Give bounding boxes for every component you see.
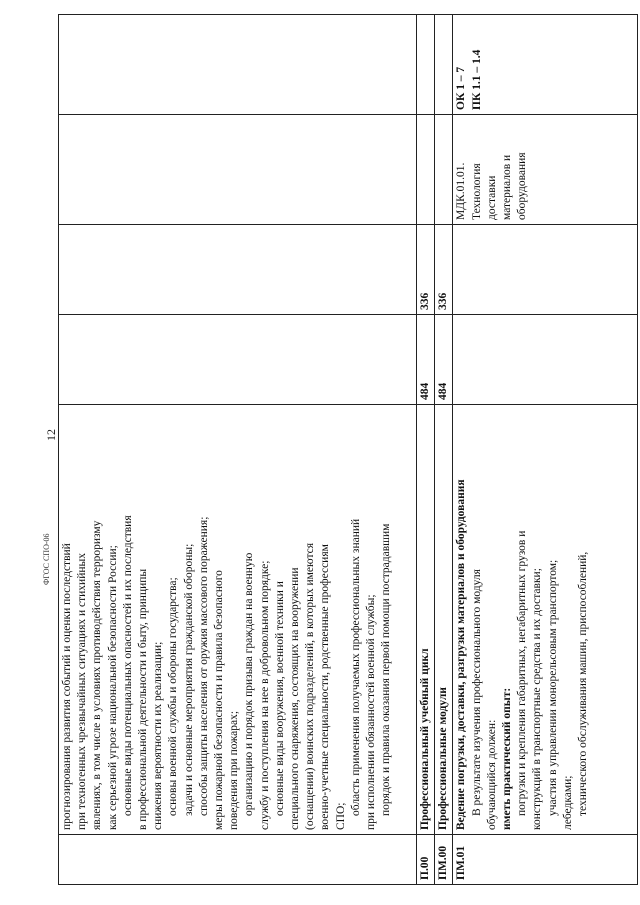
hours-cell <box>59 225 417 315</box>
module-title: Ведение погрузки, доставки, разгрузки материалов и оборудования <box>455 479 468 830</box>
desc-line: обучающийся должен: <box>485 719 498 830</box>
max-load-cell: 484 <box>417 315 435 405</box>
desc-line: при техногенных чрезвычайных ситуациях и стихийных <box>76 553 89 830</box>
desc-line: лебедками; <box>561 775 574 830</box>
desc-line: область применения получаемых профессиональных знаний <box>349 518 362 816</box>
hours-cell: 336 <box>435 225 453 315</box>
desc-line: прогнозирования развития событий и оценки последствий <box>61 543 73 830</box>
page-number: 12 <box>44 429 58 441</box>
code-cell: П.00 <box>417 835 435 885</box>
competency-ok: ОК 1 – 7 <box>455 66 468 110</box>
desc-line: задачи и основные мероприятия гражданской обороны; <box>182 543 195 816</box>
table-row <box>435 15 453 885</box>
desc-line: конструкций в транспортные средства и их доставки; <box>531 568 544 830</box>
desc-line: службу и поступления на нее в добровольном порядке; <box>258 560 271 830</box>
competency-cell <box>417 15 435 115</box>
desc-line: участия в управлении монорельсовым транспортом; <box>546 559 559 816</box>
table-row <box>453 15 638 885</box>
code-cell <box>59 835 417 885</box>
desc-line: меры пожарной безопасности и правила безопасного <box>213 570 226 830</box>
competency-cell <box>435 15 453 115</box>
curriculum-table-sheet <box>58 15 638 885</box>
code-cell: ПМ.00 <box>435 835 453 885</box>
table-row <box>417 15 435 885</box>
description-cell <box>453 405 638 835</box>
max-load-cell <box>59 315 417 405</box>
code-cell: ПМ.01 <box>453 835 638 885</box>
max-load-cell: 484 <box>435 315 453 405</box>
hours-cell <box>453 225 638 315</box>
title-cell: Профессиональные модули <box>435 405 453 835</box>
desc-line: технического обслуживания машин, приспособлений, <box>577 551 590 816</box>
mdk-cell <box>435 115 453 225</box>
table-row <box>59 15 417 885</box>
title-cell: Профессиональный учебный цикл <box>417 405 435 835</box>
desc-line: организацию и порядок призыва граждан на военную <box>243 552 256 816</box>
desc-line: снижения вероятности их реализации; <box>152 641 165 830</box>
footer-code: ФГОС СПО-06 <box>42 533 51 585</box>
description-cell <box>59 405 417 835</box>
desc-line: поведения при пожарах; <box>228 710 241 830</box>
desc-line: основные виды потенциальных опасностей и их последствия <box>121 515 134 816</box>
desc-line: порядок и правила оказания первой помощи пострадавшим <box>380 523 393 816</box>
desc-line: явлениях, в том числе в условиях противодействия терроризму <box>91 520 104 830</box>
desc-line: способы защиты населения от оружия массового поражения; <box>197 516 210 816</box>
desc-line: иметь практический опыт: <box>501 687 514 830</box>
desc-line: (оснащении) воинских подразделений, в которых имеются <box>304 542 317 830</box>
mdk-cell <box>59 115 417 225</box>
desc-line: В результате изучения профессионального модуля <box>470 569 483 816</box>
competency-cell <box>453 15 638 115</box>
desc-line: основы военной службы и обороны государства; <box>167 577 180 816</box>
hours-cell: 336 <box>417 225 435 315</box>
desc-line: как серьезной угрозе национальной безопасности России; <box>106 545 119 830</box>
desc-line: СПО; <box>334 802 347 830</box>
desc-line: основные виды вооружения, военной техники и <box>273 581 286 816</box>
mdk-cell: МДК.01.01. Технология доставки материалов и оборудования <box>453 115 638 225</box>
competency-cell <box>59 15 417 115</box>
competency-pk: ПК 1.1 – 1.4 <box>470 49 483 110</box>
desc-line: в профессиональной деятельности и быту, принципы <box>137 568 150 830</box>
mdk-cell <box>417 115 435 225</box>
desc-line: при исполнении обязанностей военной службы; <box>365 594 378 830</box>
desc-line: специального снаряжения, состоящих на вооружении <box>289 567 302 830</box>
max-load-cell <box>453 315 638 405</box>
desc-line: военно-учетные специальности, родственные профессиям <box>319 544 332 830</box>
desc-line: погрузки и крепления габаритных, негабаритных грузов и <box>516 530 529 816</box>
curriculum-table <box>58 14 638 885</box>
